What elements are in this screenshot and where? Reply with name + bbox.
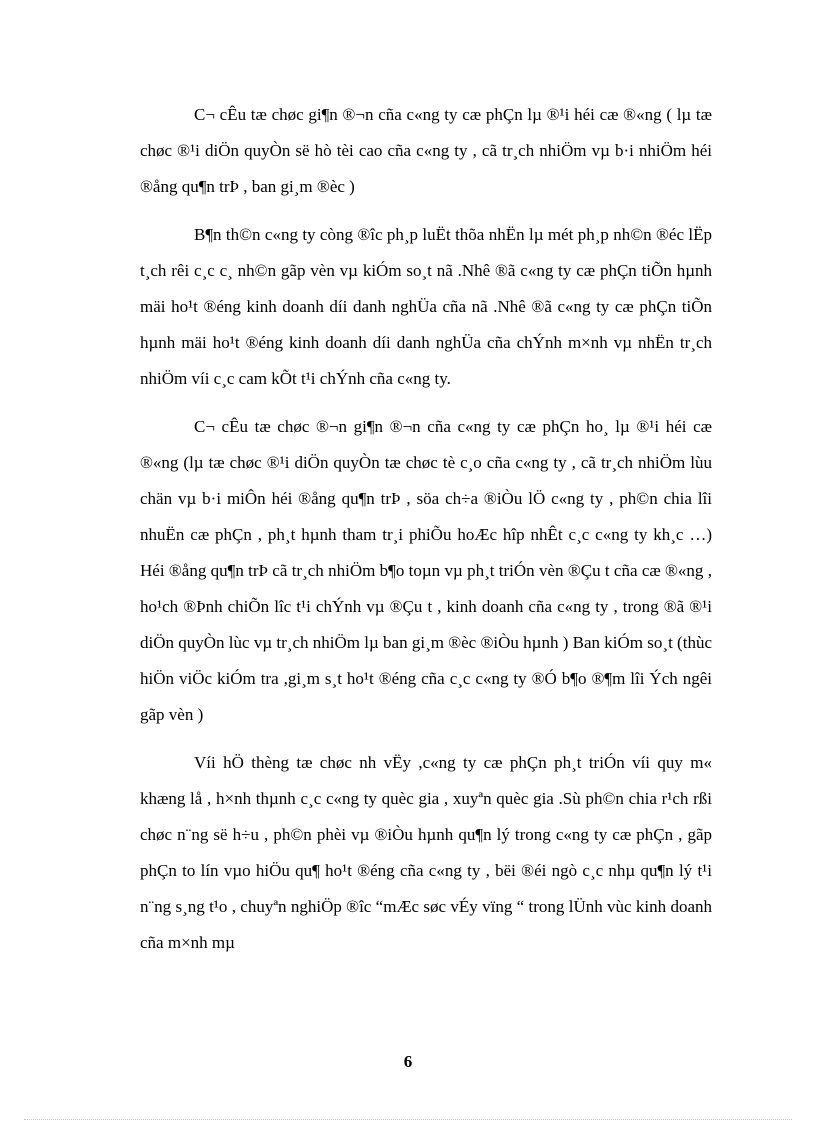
paragraph-structure-intro: C¬ cÊu tæ chøc gi¶n ®¬n cña c«ng ty cæ phÇn lµ ®¹i héi cæ ®«ng ( lµ tæ chøc ®¹i diÖn quyÒn së hò tèi cao cña c«ng ty , cã tr¸ch nhiÖm vµ b·i nhiÖm héi ®ång qu¶n trÞ , ban gi¸m ®èc )	[140, 105, 712, 196]
paragraph-legal-entity: B¶n th©n c«ng ty còng ®îc ph¸p luËt thõa nhËn lµ mét ph¸p nh©n ®éc lËp t¸ch rêi c¸c c¸ nh©n gãp vèn vµ kiÓm so¸t nã .Nhê ®ã c«ng ty cæ phÇn tiÕn hµnh mäi ho¹t ®éng kinh doanh díi danh nghÜa cña nã .Nhê ®ã c«ng ty cæ phÇn tiÕn hµnh mäi ho¹t ®éng kinh doanh díi danh nghÜa cña chÝnh m×nh vµ nhËn tr¸ch nhiÖm víi c¸c cam kÕt t¹i chÝnh cña c«ng ty.	[140, 225, 712, 388]
paragraph-system-development: Víi hÖ thèng tæ chøc nh vËy ,c«ng ty cæ phÇn ph¸t triÓn víi quy m« khæng lå , h×nh thµnh c¸c c«ng ty quèc gia , xuyªn quèc gia .Sù ph©n chia r¹ch rßi chøc n¨ng së h÷u , ph©n phèi vµ ®iÒu hµnh qu¶n lý trong c«ng ty cæ phÇn , gãp phÇn to lín vµo hiÖu qu¶ ho¹t ®éng cña c«ng ty , bëi ®éi ngò c¸c nhµ qu¶n lý t¹i n¨ng s¸ng t¹o , chuyªn nghiÖp ®îc “mÆc søc vÉy vïng “ trong lÜnh vùc kinh doanh cña m×nh mµ	[140, 753, 712, 952]
bottom-divider	[24, 1119, 792, 1120]
body-text	[140, 97, 712, 973]
paragraph-organization-detail: C¬ cÊu tæ chøc ®¬n gi¶n ®¬n cña c«ng ty cæ phÇn ho¸ lµ ®¹i héi cæ ®«ng (lµ tæ chøc ®¹i diÖn quyÒn tæ chøc tè c¸o cña c«ng ty , cã tr¸ch nhiÖm lùu chän vµ b·i miÔn héi ®ång qu¶n trÞ , söa ch÷a ®iÒu lÖ c«ng ty , ph©n chia lîi nhuËn cæ phÇn , ph¸t hµnh tham tr¸i phiÕu hoÆc hîp nhÊt c¸c c«ng ty kh¸c …) Héi ®ång qu¶n trÞ cã tr¸ch nhiÖm b¶o toµn vµ ph¸t triÓn vèn ®Çu t cña cæ ®«ng , ho¹ch ®Þnh chiÕn lîc t¹i chÝnh vµ ®Çu t , kinh doanh cña c«ng ty , trong ®ã ®¹i diÖn quyÒn lùc vµ tr¸ch nhiÖm lµ ban gi¸m ®èc ®iÒu hµnh ) Ban kiÓm so¸t (thùc hiÖn viÖc kiÓm tra ,gi¸m s¸t ho¹t ®éng cña c¸c c«ng ty ®Ó b¶o ®¶m lîi Ých ngêi gãp vèn )	[140, 417, 712, 724]
page-number: 6	[403, 1052, 413, 1071]
